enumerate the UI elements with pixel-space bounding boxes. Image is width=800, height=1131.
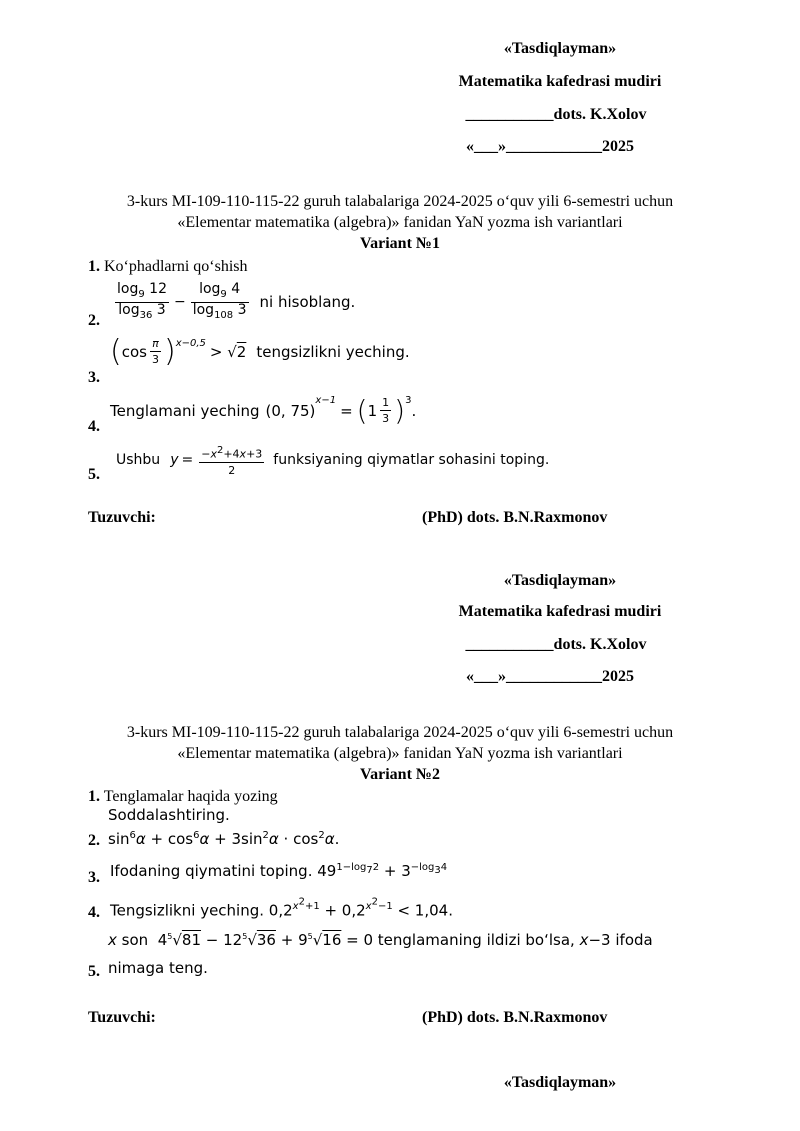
approval-title: «Tasdiqlayman» xyxy=(503,40,617,57)
task-5-number: 5. xyxy=(88,963,100,980)
task-text: Tenglamalar haqida yozing xyxy=(103,788,278,805)
header-line-2: «Elementar matematika (algebra)» fanidan YaN yozma ish variantlari xyxy=(177,214,623,231)
fraction: $\frac{\pi}{3}$ xyxy=(151,337,159,366)
approval-position: Matematika kafedrasi mudiri xyxy=(458,603,662,620)
task-4-number: 4. xyxy=(88,904,100,921)
task-text: Ushbu xyxy=(116,452,161,469)
task-text: son xyxy=(121,931,149,949)
fraction: $\frac{-x^2+4x+3}{2}$ xyxy=(201,445,263,477)
header-line-1: 3-kurs MI-109-110-115-22 guruh talabalariga 2024-2025 o‘quv yili 6-semestri uchun xyxy=(126,724,674,741)
approval-title: «Tasdiqlayman» xyxy=(503,572,617,589)
task-2-formula: $\frac{\log_9 12}{\log_{36} 3}$ − $\frac{\log_9 4}{\log_{108} 3}$ ni hisoblang. xyxy=(117,281,356,321)
task-text: tenglamaning ildizi bo‘lsa, xyxy=(377,931,575,949)
header-line-2: «Elementar matematika (algebra)» fanidan YaN yozma ish variantlari xyxy=(177,745,623,762)
approval-title: «Tasdiqlayman» xyxy=(503,1074,617,1091)
task-text: tengsizlikni yeching. xyxy=(256,342,410,361)
task-2-formula: $\sin^6\alpha + \cos^6\alpha + 3\sin^2\alpha \cdot \cos^2\alpha$. xyxy=(108,830,340,848)
task-3-formula: Ifodaning qiymatini toping. $49^{1-log_72} + 3^{-log_34}$ xyxy=(110,862,448,880)
task-4-formula: Tengsizlikni yeching. $0,2^{x^2+1} + 0,2^{x^2-1} < 1,04$. xyxy=(110,897,453,920)
task-4-number: 4. xyxy=(88,418,100,435)
task-3-formula: ( cos $\frac{\pi}{3}$ ) x−0,5 > √2 tengsizlikni yeching. xyxy=(110,333,410,369)
task-number: 1. xyxy=(88,788,100,805)
task-1 xyxy=(88,787,278,806)
task-text: ifoda xyxy=(615,931,653,949)
approval-date: «___»____________2025 xyxy=(466,668,634,685)
approval-signature: ___________dots. K.Xolov xyxy=(465,636,647,653)
task-4-formula: Tenglamani yeching (0, 75) x−1 = ( 1 $\frac{1}{3}$ ) 3 . xyxy=(110,393,417,427)
compiler-label: Tuzuvchi: xyxy=(88,509,156,526)
task-text: ni hisoblang. xyxy=(259,293,356,312)
fraction: $\frac{\log_9 12}{\log_{36} 3}$ xyxy=(117,281,167,321)
task-2-number: 2. xyxy=(88,312,100,329)
approval-signature: ___________dots. K.Xolov xyxy=(465,106,647,123)
task-text: Tenglamani yeching xyxy=(110,401,260,420)
task-2-number: 2. xyxy=(88,832,100,849)
task-5-number: 5. xyxy=(88,466,100,483)
task-text: funksiyaning qiymatlar sohasini toping. xyxy=(273,452,550,469)
task-3-number: 3. xyxy=(88,369,100,386)
task-5-formula: Ushbu y = $\frac{-x^2+4x+3}{2}$ funksiyaning qiymatlar sohasini toping. xyxy=(116,445,550,477)
task-number: 1. xyxy=(88,258,100,275)
task-text: Ifodaning qiymatini toping. xyxy=(110,862,313,880)
header-line-1: 3-kurs MI-109-110-115-22 guruh talabalariga 2024-2025 o‘quv yili 6-semestri uchun xyxy=(126,193,674,210)
task-5-formula: x son $4^5√81 - 12^5√36 + 9^5√16 = 0$ tenglamaning ildizi bo‘lsa, x−3 ifoda xyxy=(108,931,653,949)
compiler-name: (PhD) dots. B.N.Raxmonov xyxy=(422,1009,608,1026)
compiler-label: Tuzuvchi: xyxy=(88,1009,156,1026)
variant-title: Variant №1 xyxy=(360,235,440,252)
compiler-name: (PhD) dots. B.N.Raxmonov xyxy=(422,509,608,526)
approval-date: «___»____________2025 xyxy=(466,138,634,155)
task-1 xyxy=(88,257,248,276)
task-text: Tengsizlikni yeching. xyxy=(110,901,265,920)
fraction: $\frac{1}{3}$ xyxy=(382,396,390,425)
variant-title: Variant №2 xyxy=(360,766,440,783)
task-2-intro: Soddalashtiring. xyxy=(108,806,230,824)
fraction: $\frac{\log_9 4}{\log_{108} 3}$ xyxy=(192,281,247,321)
task-5-continuation: nimaga teng. xyxy=(108,959,208,977)
approval-position: Matematika kafedrasi mudiri xyxy=(458,73,662,90)
task-text: Ko‘phadlarni qo‘shish xyxy=(104,258,248,275)
task-3-number: 3. xyxy=(88,869,100,886)
